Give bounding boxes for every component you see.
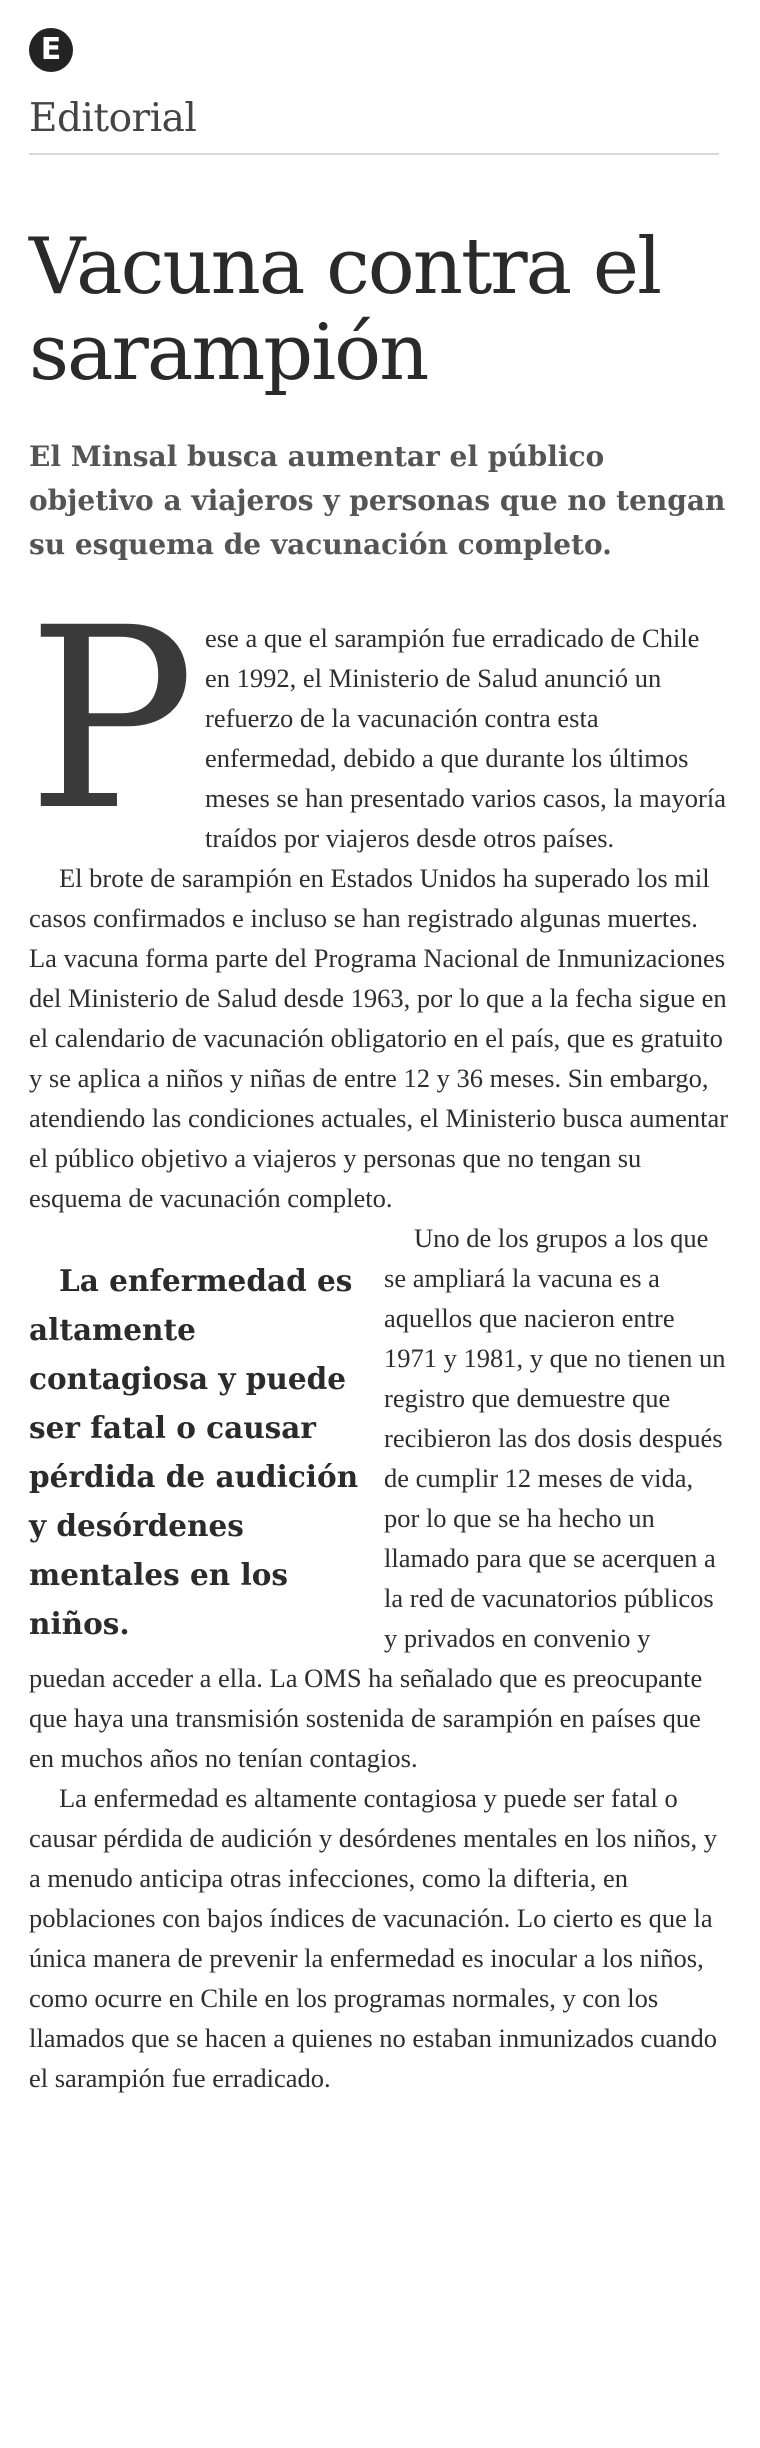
section-badge: E <box>29 28 73 72</box>
article-lede: El Minsal busca aumentar el público objetivo a viajeros y personas que no tengan su esquema de vacunación completo. <box>29 440 726 561</box>
paragraph-1-text: ese a que el sarampión fue erradicado de Chile en 1992, el Ministerio de Salud anunció un refuerzo de la vacunación contra esta enfermedad, debido a que durante los últimos meses se han presentado varios casos, la mayoría traídos por viajeros desde otros países. <box>205 623 726 853</box>
paragraph-1 <box>29 618 729 858</box>
section-divider <box>29 153 719 155</box>
paragraph-2: El brote de sarampión en Estados Unidos ha superado los mil casos confirmados e incluso se han registrado algunas muertes. La vacuna forma parte del Programa Nacional de Inmunizaciones del Ministerio de Salud desde 1963, por lo que a la fecha sigue en el calendario de vacunación obligatorio en el país, que es gratuito y se aplica a niños y niñas de entre 12 y 36 meses. Sin embargo, atendiendo las condiciones actuales, el Ministerio busca aumentar el público objetivo a viajeros y personas que no tengan su esquema de vacunación completo. <box>29 863 729 1213</box>
section-label: Editorial <box>29 96 197 141</box>
pullquote: La enfermedad es altamente contagiosa y puede ser fatal o causar pérdida de audición y desórdenes mentales en los niños. <box>29 1263 359 1641</box>
paragraph-4: La enfermedad es altamente contagiosa y puede ser fatal o causar pérdida de audición y desórdenes mentales en los niños, y a menudo anticipa otras infecciones, como la difteria, en poblaciones con bajos índices de vacunación. Lo cierto es que la única manera de prevenir la enfermedad es inocular a los niños, como ocurre en Chile en los programas normales, y con los llamados que se hacen a quienes no estaban inmunizados cuando el sarampión fue erradicado. <box>29 1783 718 2093</box>
article-headline: Vacuna contra el sarampión <box>29 222 661 398</box>
paragraph-3 <box>29 1218 729 1778</box>
paragraph-3-text: Uno de los grupos a los que se ampliará la vacuna es a aquellos que nacieron entre 1971 y 1981, y que no tienen un registro que demuestre que recibieron las dos dosis después de cumplir 12 meses de vida, por lo que se ha hecho un llamado para que se acerquen a la red de vacunatorios públicos y privados en convenio y puedan acceder a ella. La OMS ha señalado que es preocupante que haya una transmisión sostenida de sarampión en países que en muchos años no tenían contagios. <box>29 1223 726 1773</box>
drop-cap: P <box>27 620 196 825</box>
article-body <box>29 618 729 2098</box>
